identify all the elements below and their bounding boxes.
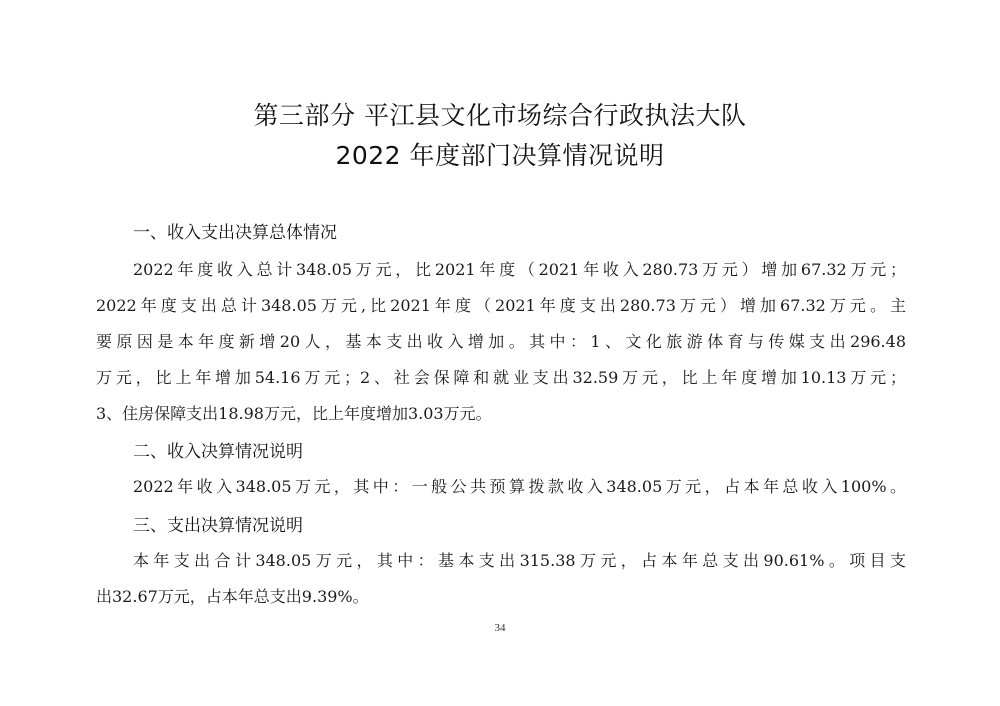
section-heading-income: 二、收入决算情况说明 <box>133 442 303 462</box>
paragraph-line: 2022年收入348.05万元，其中：一般公共预算拨款收入348.05万元，占本年总收入100%。 <box>133 477 906 496</box>
page-title-line-1: 第三部分 平江县文化市场综合行政执法大队 <box>253 101 747 130</box>
paragraph-line: 3、住房保障支出18.98万元，比上年度增加3.03万元。 <box>96 404 492 423</box>
paragraph-line: 要原因是本年度新增20人，基本支出收入增加。其中：1、文化旅游体育与传媒支出296.48 <box>96 332 906 351</box>
paragraph-line: 本年支出合计348.05万元，其中：基本支出315.38万元，占本年总支出90.61%。项目支 <box>133 551 906 570</box>
section-heading-expenditure: 三、支出决算情况说明 <box>133 516 303 536</box>
paragraph-line: 出32.67万元，占本年总支出9.39%。 <box>96 587 369 606</box>
page-title-line-2: 2022 年度部门决算情况说明 <box>335 141 665 170</box>
section-heading-overview: 一、收入支出决算总体情况 <box>133 223 337 243</box>
page-number: 34 <box>494 622 506 634</box>
paragraph-line: 2022年度支出总计348.05万元,比2021年度（2021年度支出280.73万元）增加67.32万元。主 <box>96 296 906 315</box>
paragraph-line: 万元，比上年增加54.16万元；2、社会保障和就业支出32.59万元，比上年度增加10.13万元； <box>96 368 906 387</box>
paragraph-line: 2022年度收入总计348.05万元，比2021年度（2021年收入280.73万元）增加67.32万元； <box>133 260 906 279</box>
